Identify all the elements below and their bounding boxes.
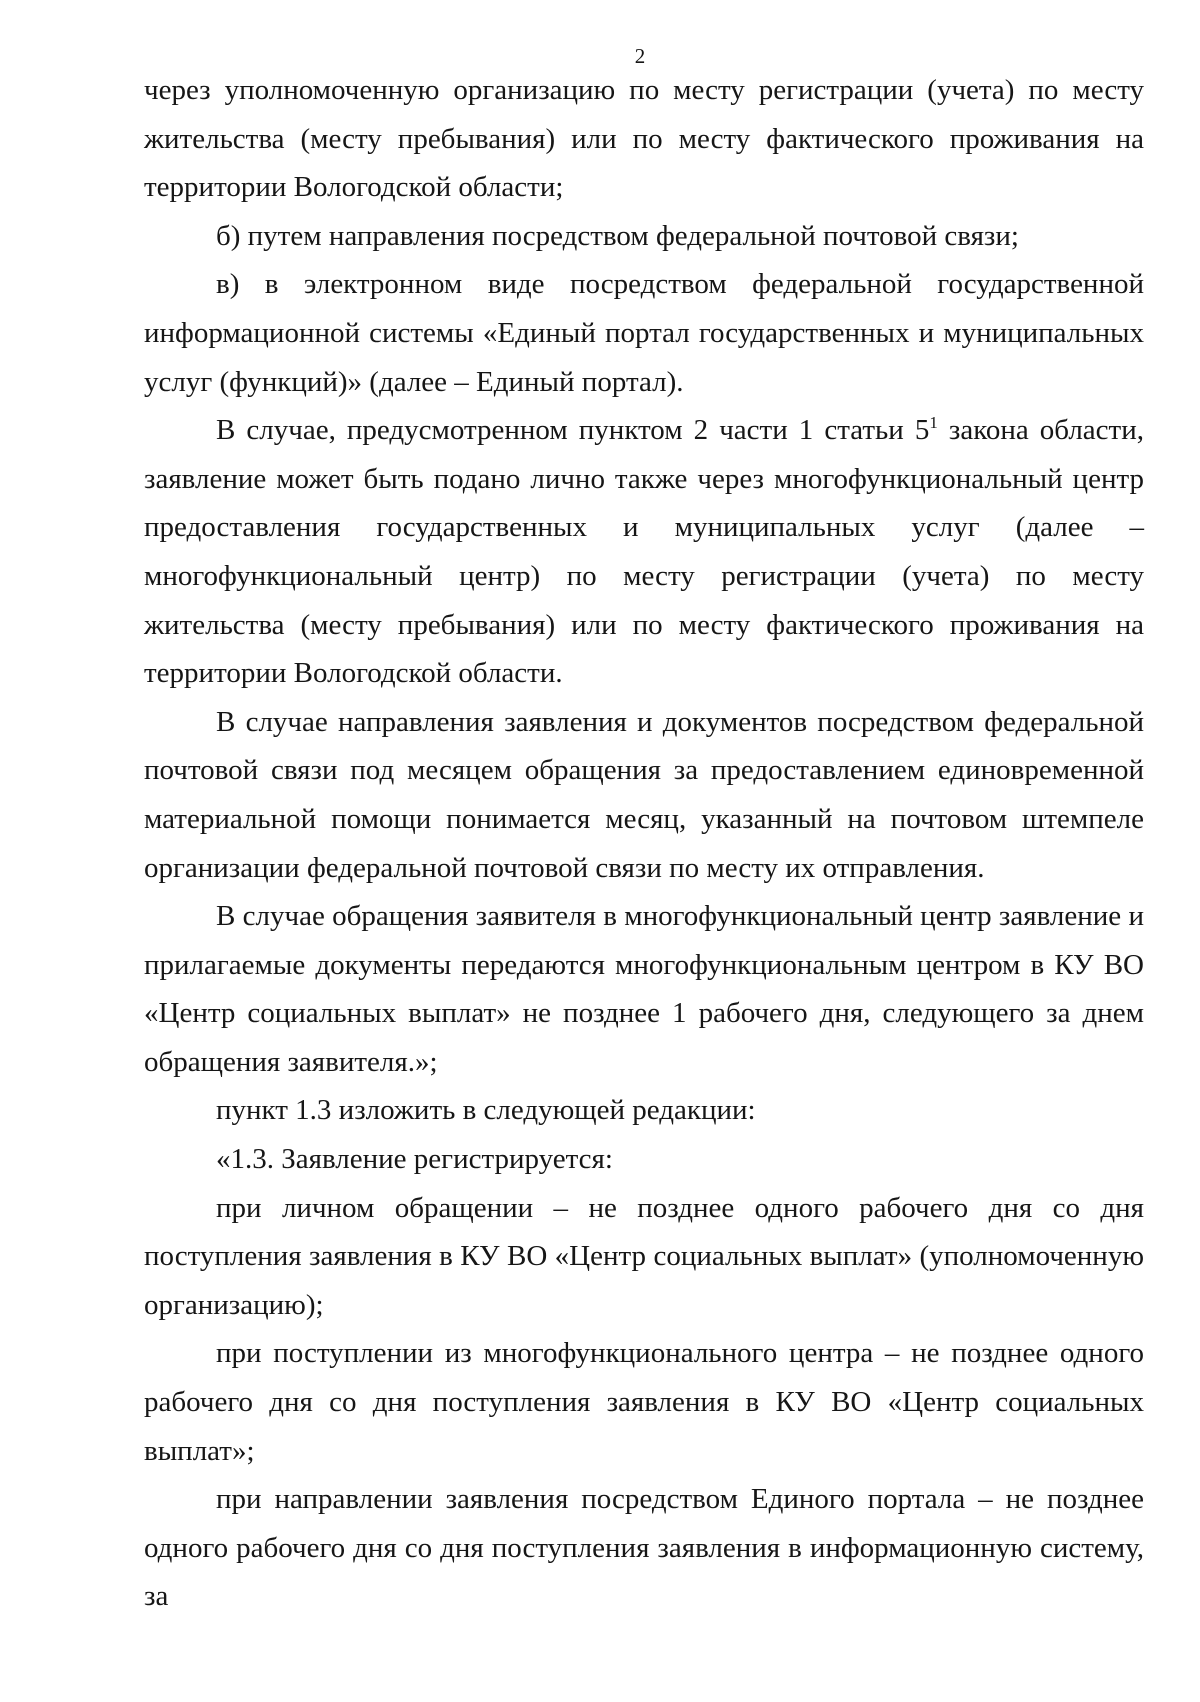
page-number: 2 [634,44,646,68]
article-superscript: 1 [929,413,938,433]
paragraph-single-portal: при направлении заявления посредством Единого портала – не позднее одного рабочего дня со дня поступления заявления в информационную систему, за [144,1483,1144,1613]
paragraph-item-b: б) путем направления посредством федеральной почтовой связи; [216,219,1019,252]
paragraph-item-v: в) в электронном виде посредством федеральной государственной информационной системы «Единый портал государственных и муниципальных услуг (функций)» (далее – Единый портал). [144,268,1144,398]
paragraph-text-before-superscript: В случае, предусмотренном пунктом 2 части 1 статьи 5 [216,414,930,447]
paragraph-document-transfer: В случае обращения заявителя в многофункциональный центр заявление и прилагаемые документы передаются многофункциональным центром в КУ ВО «Центр социальных выплат» не позднее 1 рабочего дня, следующего за днем обращения заявителя.»; [144,900,1144,1078]
paragraph-multifunctional-center [144,406,1144,698]
paragraph-authorized-organization: через уполномоченную организацию по месту регистрации (учета) по месту жительства (месту пребывания) или по месту фактического проживания на территории Вологодской области; [144,74,1144,204]
paragraph-postal-month: В случае направления заявления и документов посредством федеральной почтовой связи под месяцем обращения за предоставлением единовременной материальной помощи понимается месяц, указанный на почтовом штемпеле организации федеральной почтовой связи по месту их отправления. [144,705,1144,884]
paragraph-text-after-superscript: закона области, заявление может быть подано лично также через многофункциональный центр предоставления государственных и муниципальных услуг (далее – многофункциональный центр) по месту регистрации (учета) по месту жительства (месту пребывания) или по месту фактического проживания на территории Вологодской области. [144,414,1144,690]
document-body [144,66,1144,1621]
paragraph-personal-application: при личном обращении – не позднее одного рабочего дня со дня поступления заявления в КУ ВО «Центр социальных выплат» (уполномоченную организацию); [144,1191,1144,1321]
paragraph-amendment-point: пункт 1.3 изложить в следующей редакции: [216,1094,756,1127]
paragraph-multifunctional-center-receipt: при поступлении из многофункционального центра – не позднее одного рабочего дня со дня поступления заявления в КУ ВО «Центр социальных выплат»; [144,1337,1144,1467]
paragraph-registration-heading: «1.3. Заявление регистрируется: [216,1143,613,1176]
